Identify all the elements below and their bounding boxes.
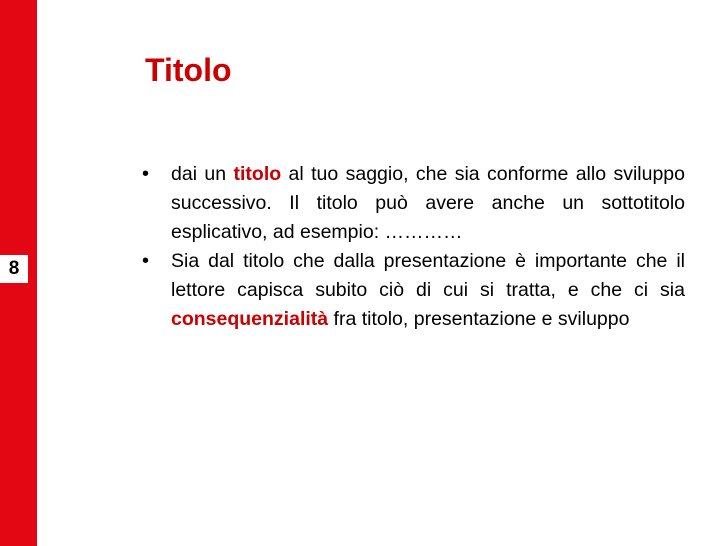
- highlighted-term: titolo: [233, 163, 282, 185]
- bullet-text: Sia dal titolo che dalla presentazione è importante che il lettore capisca subito ciò di cui si tratta, e che ci sia: [171, 250, 685, 301]
- bullet-list: [138, 160, 685, 334]
- bullet-text: dai un: [171, 163, 234, 185]
- bullet-dot-icon: •: [142, 163, 150, 185]
- bullet-dot-icon: •: [142, 250, 150, 272]
- bullet-item: [138, 247, 685, 334]
- slide-number: 8: [0, 255, 28, 283]
- bullet-text: al tuo saggio, che sia conforme allo sviluppo successivo. Il titolo può avere anche un sottotitolo esplicativo, ad esempio: …………: [171, 163, 685, 243]
- bullet-item: [138, 160, 685, 247]
- slide-title: Titolo: [145, 52, 232, 88]
- bullet-text: fra titolo, presentazione e sviluppo: [328, 308, 630, 330]
- highlighted-term: consequenzialità: [171, 308, 329, 330]
